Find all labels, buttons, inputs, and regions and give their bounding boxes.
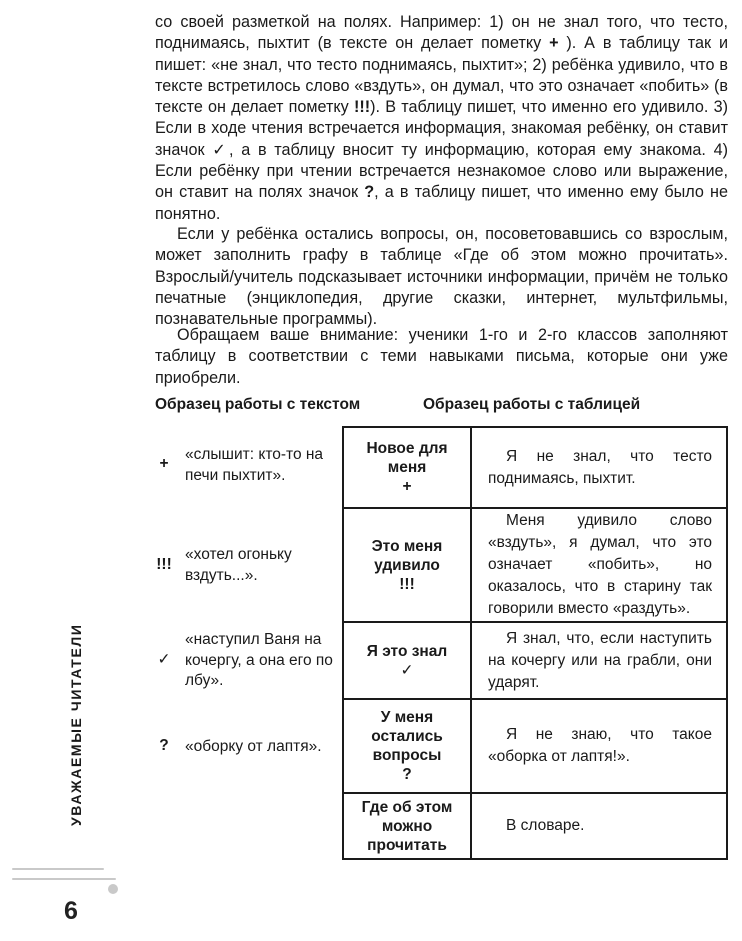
category-cell: Я это знал ✓ — [343, 622, 471, 699]
sample-symbol-check: ✓ — [157, 651, 171, 668]
answer-cell: Я не знаю, что такое «оборка от лаптя!». — [471, 699, 727, 793]
category-cell: Где об этом можно прочитать — [343, 793, 471, 859]
answer-cell: Я знал, что, если наступить на кочергу или на грабли, они ударят. — [471, 622, 727, 699]
category-cell: Это меня удивило !!! — [343, 508, 471, 622]
sample-symbol-question: ? — [159, 737, 169, 754]
paragraph-marking-explanation: со своей разметкой на полях. Например: 1) он не знал того, что тесто, поднимаясь, пыхтит (в тексте он делает пометку + ). А в таблицу так и пишет: «не знал, что тесто поднимаясь, пыхтит»; 2) ребёнка удивило, что в тексте встретилось слово «вздуть», он думал, что это означает «побить» (в тексте он делает пометку !!!). В таблицу пишет, что именно его удивило. 3) Если в ходе чтения встречается информация, знакомая ребёнку, он ставит значок ✓, а в таблицу вносит ту информацию, которая ему знакома. 4) Если ребёнку при чтении встречается незнакомое слово или выражение, он ставит на полях значок ?, а в таблицу пишет, что именно ему было не понятно. — [155, 13, 728, 223]
table-sample-heading: Образец работы с таблицей — [423, 396, 641, 413]
text-sample-heading: Образец работы с текстом — [155, 396, 361, 413]
table-row — [343, 699, 727, 793]
check-icon: ✓ — [400, 661, 414, 679]
answer-cell: Меня удивило слово «вздуть», я думал, что это означает «побить», но оказалось, что в старину так говорили вместо «раздуть». — [471, 508, 727, 622]
sample-quote-3: «наступил Ваня на кочергу, а она его по лбу». — [185, 631, 333, 689]
page-number: 6 — [64, 897, 78, 925]
sample-quote-2: «хотел огоньку вздуть...». — [185, 546, 292, 584]
sample-symbol-exclamation: !!! — [156, 556, 172, 573]
decorative-dot — [108, 884, 118, 894]
table-row — [343, 622, 727, 699]
decorative-line — [12, 878, 116, 880]
table-row — [343, 508, 727, 622]
plus-icon: + — [402, 478, 412, 495]
answer-cell: В словаре. — [471, 793, 727, 859]
category-cell: Новое для меня + — [343, 427, 471, 508]
category-cell: У меня остались вопросы ? — [343, 699, 471, 793]
section-side-title: УВАЖАЕМЫЕ ЧИТАТЕЛИ — [68, 623, 84, 826]
exclamation-mark: !!! — [353, 98, 371, 117]
table-row — [343, 793, 727, 859]
reading-worksheet-table — [342, 426, 728, 860]
sample-quote-4: «оборку от лаптя». — [185, 738, 322, 755]
decorative-line — [12, 868, 104, 870]
paragraph-questions: Если у ребёнка остались вопросы, он, посоветовавшись со взрослым, может заполнить графу в таблице «Где об этом можно прочитать». Взрослый/учитель подсказывает источники информации, причём не только печатные (энциклопедия, другие сказки, интернет, мультфильмы, познавательные программы). — [155, 225, 728, 329]
exclamation-icon: !!! — [399, 575, 415, 593]
table-row — [343, 427, 727, 508]
paragraph-attention: Обращаем ваше внимание: ученики 1-го и 2-го классов заполняют таблицу в соответствии с теми навыками письма, которые они уже приобрели. — [155, 326, 728, 387]
plus-mark: + — [549, 34, 559, 53]
sample-symbol-plus: + — [159, 455, 169, 472]
answer-cell: Я не знал, что тесто поднимаясь, пыхтит. — [471, 427, 727, 508]
question-mark: ? — [364, 183, 375, 202]
question-icon: ? — [402, 766, 412, 783]
sample-quote-1: «слышит: кто-то на печи пыхтит». — [185, 446, 324, 484]
check-mark: ✓ — [212, 140, 230, 159]
